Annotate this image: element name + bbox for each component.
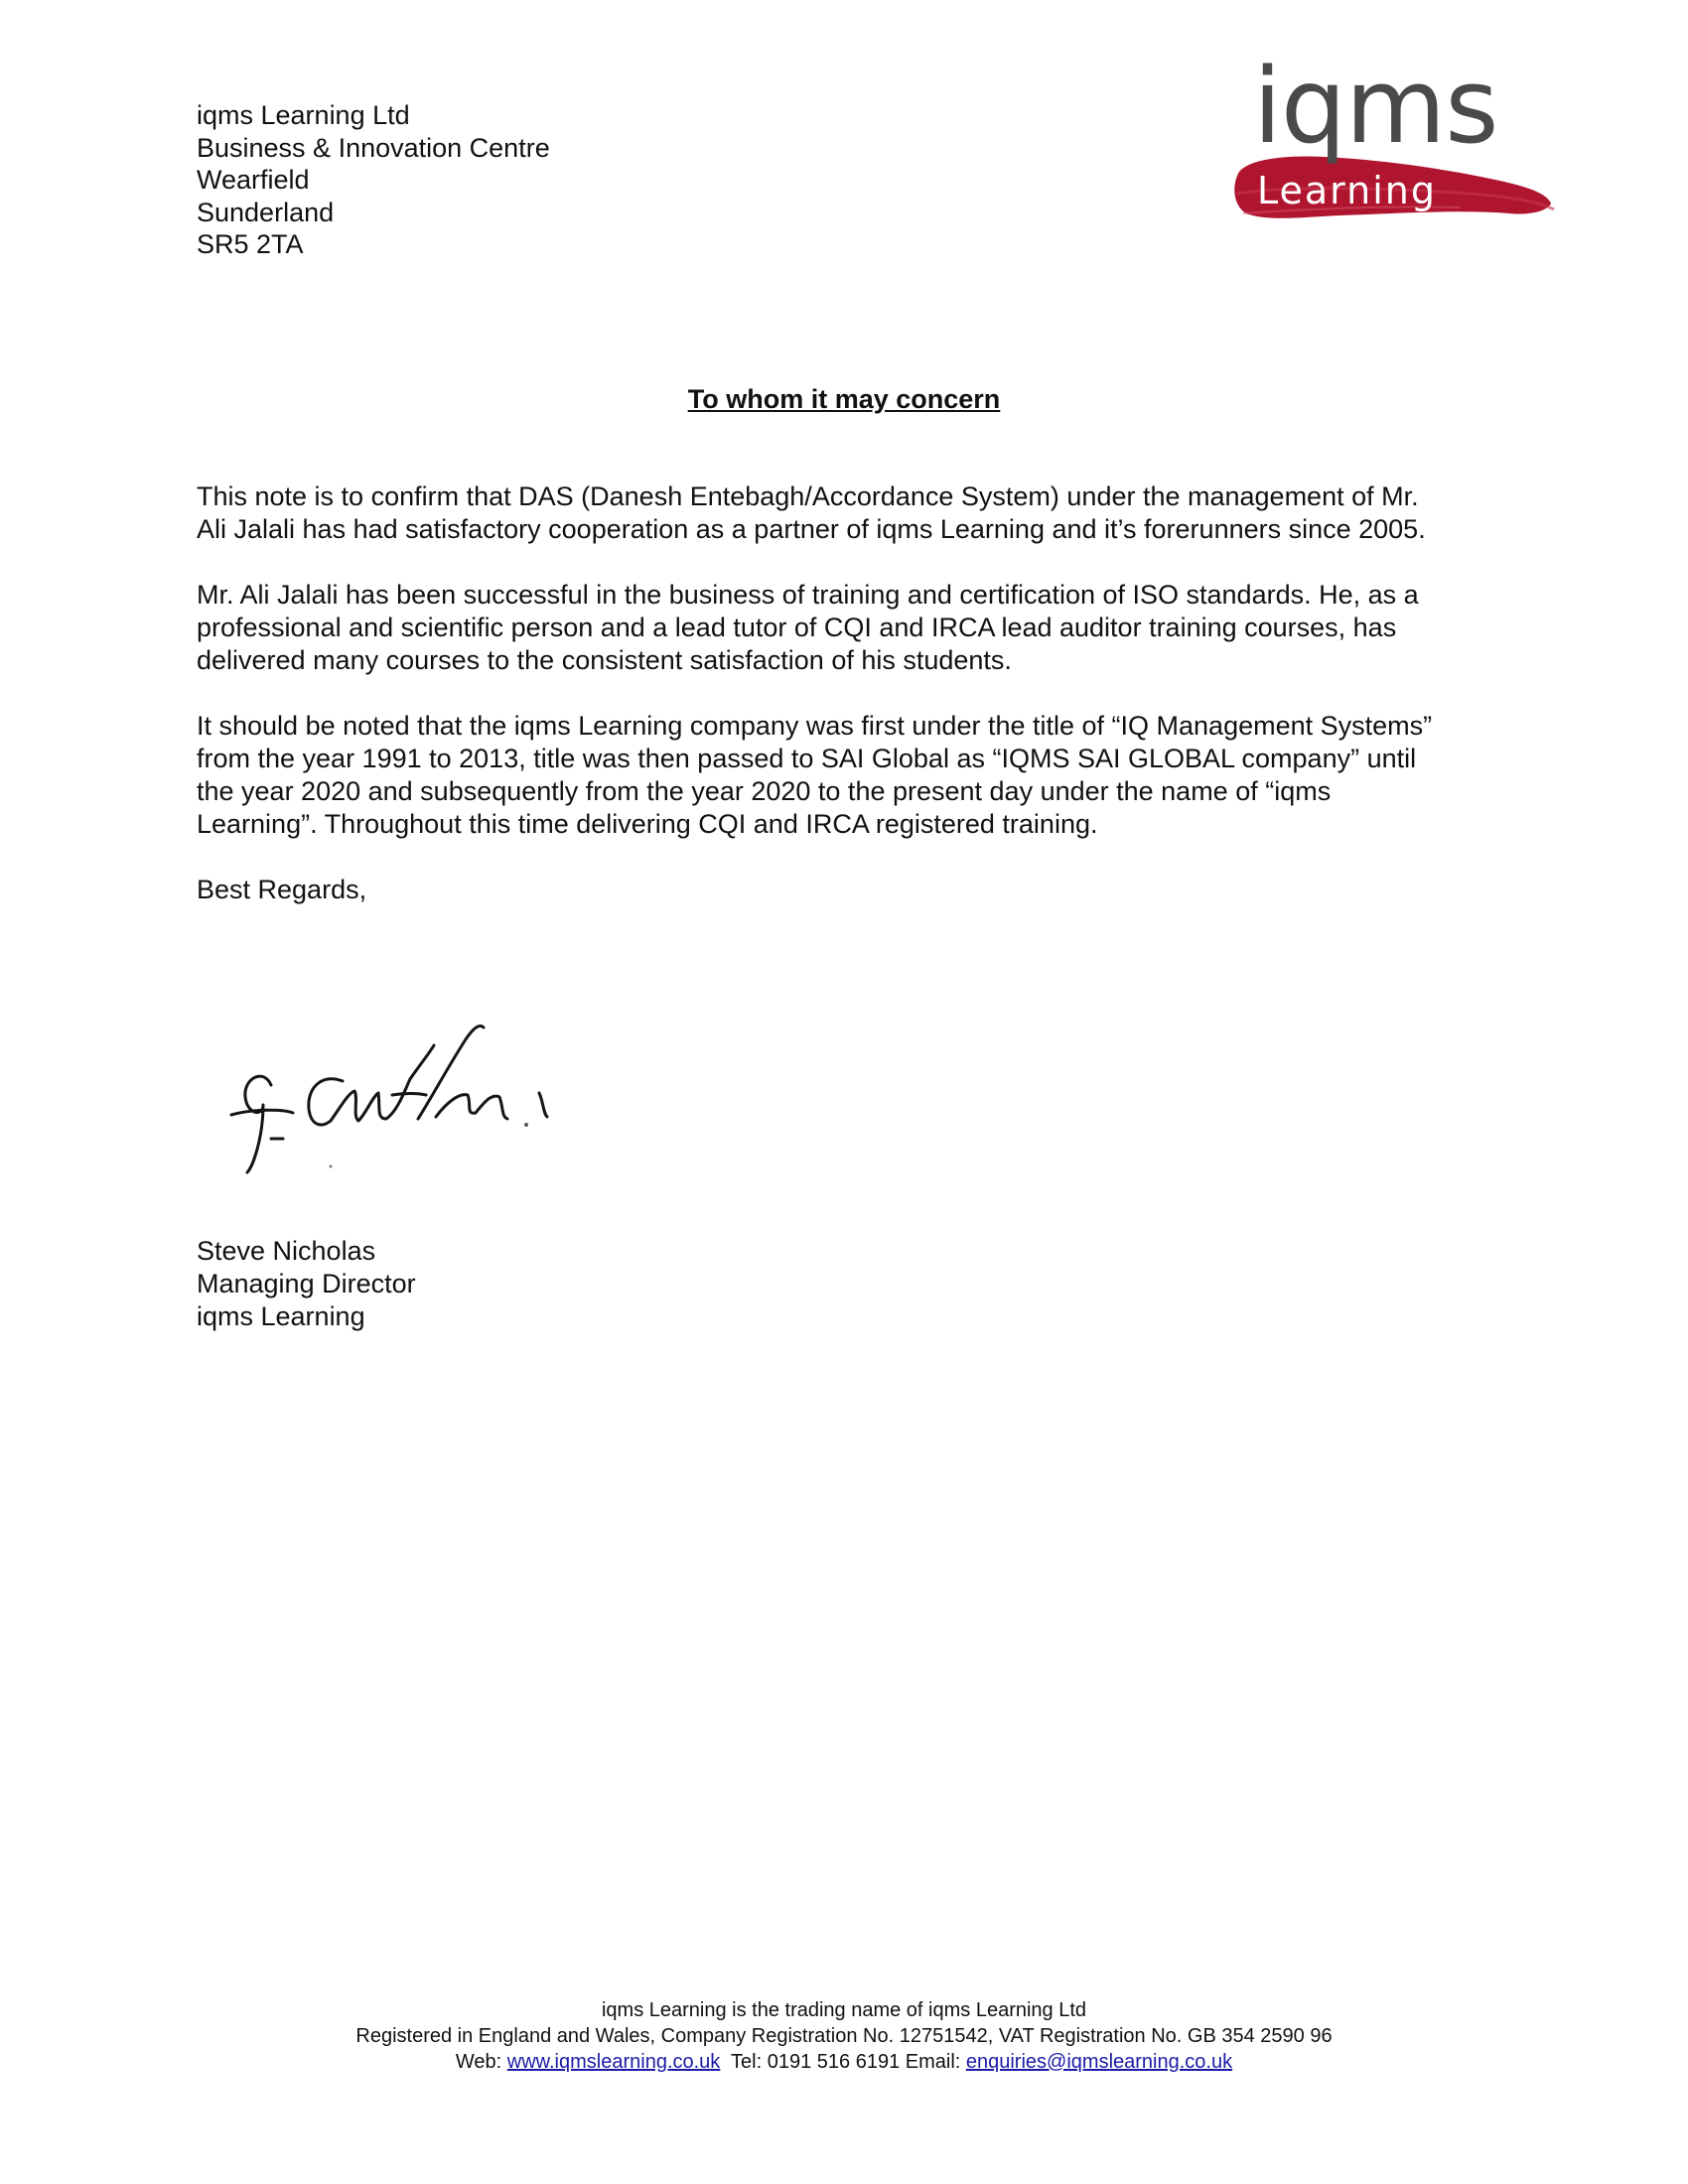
paragraph-line: It should be noted that the iqms Learning company was first under the title of “IQ Management Systems”: [197, 711, 1433, 741]
address-line-area: Wearfield: [197, 165, 310, 195]
paragraph-company-history: [197, 710, 1487, 841]
footer-tel-email-label: Tel: 0191 516 6191 Email:: [720, 2051, 966, 2073]
footer-contact: [0, 2049, 1688, 2075]
footer-registration: Registered in England and Wales, Company Registration No. 12751542, VAT Registration No. GB 354 2590 96: [355, 2025, 1333, 2047]
letter-body: [197, 480, 1487, 939]
handwritten-signature: [223, 998, 660, 1196]
signatory-block: [197, 1235, 416, 1333]
footer-trading-name: iqms Learning is the trading name of iqms Learning Ltd: [601, 1999, 1087, 2021]
paragraph-confirmation: [197, 480, 1487, 546]
footer-web-label: Web:: [455, 2051, 507, 2073]
signatory-position: Managing Director: [197, 1269, 416, 1298]
paragraph-line: the year 2020 and subsequently from the year 2020 to the present day under the name of “iqms: [197, 776, 1332, 806]
paragraph-line: professional and scientific person and a lead tutor of CQI and IRCA lead auditor training courses, has: [197, 613, 1397, 642]
paragraph-line: This note is to confirm that DAS (Danesh Entebagh/Accordance System) under the management of Mr.: [197, 481, 1419, 511]
address-line-city: Sunderland: [197, 197, 335, 227]
iqms-learning-logo: [1231, 55, 1559, 243]
address-line-building: Business & Innovation Centre: [197, 132, 550, 163]
paragraph-line: Ali Jalali has had satisfactory cooperation as a partner of iqms Learning and it’s forerunners since 2005.: [197, 514, 1426, 544]
paragraph-line: from the year 1991 to 2013, title was then passed to SAI Global as “IQMS SAI GLOBAL company” until: [197, 744, 1417, 773]
closing: Best Regards,: [197, 875, 367, 904]
paragraph-line: delivered many courses to the consistent satisfaction of his students.: [197, 645, 1012, 675]
letter-footer: [0, 1997, 1688, 2075]
letter-title: To whom it may concern: [687, 384, 1001, 414]
paragraph-line: Mr. Ali Jalali has been successful in the business of training and certification of ISO standards. He, as a: [197, 580, 1419, 610]
sender-address: [197, 99, 550, 261]
website-link[interactable]: www.iqmslearning.co.uk: [506, 2051, 721, 2073]
signatory-name: Steve Nicholas: [197, 1236, 376, 1266]
signatory-company: iqms Learning: [197, 1301, 365, 1331]
address-line-company: iqms Learning Ltd: [197, 100, 410, 130]
email-link[interactable]: enquiries@iqmslearning.co.uk: [965, 2051, 1233, 2073]
paragraph-line: Learning”. Throughout this time delivering CQI and IRCA registered training.: [197, 809, 1098, 839]
logo-wordmark: iqms: [1253, 55, 1498, 167]
paragraph-achievements: [197, 579, 1487, 677]
address-line-postcode: SR5 2TA: [197, 229, 304, 259]
logo-tagline: Learning: [1257, 169, 1437, 212]
